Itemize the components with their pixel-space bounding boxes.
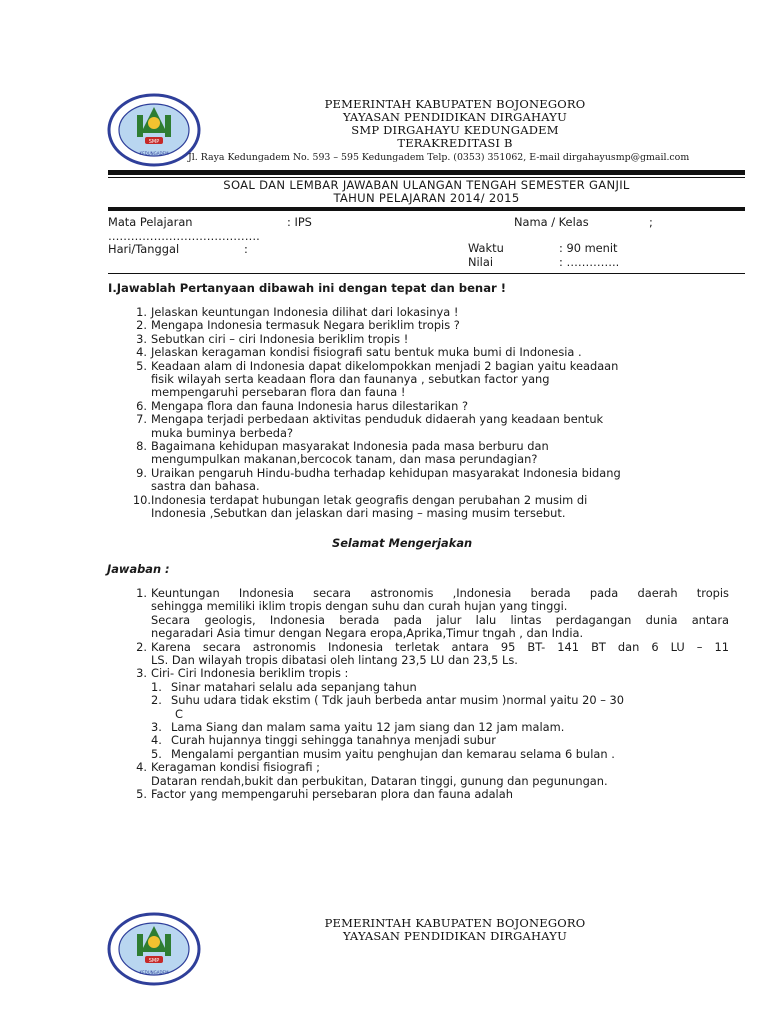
- document-title-line-2: TAHUN PELAJARAN 2014/ 2015: [333, 191, 520, 205]
- answer-list: [107, 587, 729, 802]
- time-value: : 90 menit: [559, 241, 618, 255]
- letterhead-2-line-1: PEMERINTAH KABUPATEN BOJONEGORO: [324, 916, 586, 930]
- answers-heading: Jawaban :: [107, 562, 170, 576]
- letterhead-line-4: TERAKREDITASI B: [397, 136, 513, 150]
- instruction-heading: I.Jawablah Pertanyaan dibawah ini dengan tepat dan benar !: [108, 281, 507, 295]
- question-list: [107, 306, 727, 521]
- letterhead-2-line-2: YAYASAN PENDIDIKAN DIRGAHAYU: [343, 929, 567, 943]
- question-item: 5. Keadaan alam di Indonesia dapat dikelompokkan menjadi 2 bagian yaitu keadaan fisik wilayah serta keadaan flora dan faunanya , sebutkan factor yang mempengaruhi persebaran flora dan fauna !: [136, 358, 619, 400]
- answer-item: 4. Keragaman kondisi fisiografi ; Dataran rendah,bukit dan perbukitan, Dataran tinggi, gunung dan pegunungan.: [136, 760, 608, 788]
- question-item: 10. Indonesia terdapat hubungan letak geografis dengan perubahan 2 musim di Indonesia ,Sebutkan dan jelaskan dari masing – masing musim tersebut.: [132, 492, 588, 521]
- answer-sub-item: 2. Suhu udara tidak ekstim ( Tdk jauh berbeda antar musim )normal yaitu 20 – 30 C: [151, 693, 625, 721]
- question-item: 9. Uraikan pengaruh Hindu-budha terhadap kehidupan masyarakat Indonesia bidang sastra dan bahasa.: [136, 465, 621, 494]
- name-class-colon: ;: [649, 215, 653, 229]
- answer-sub-item: 1. Sinar matahari selalu ada sepanjang tahun: [151, 679, 417, 694]
- logo-badge-text: SMP: [148, 139, 160, 145]
- divider-thick: [108, 170, 745, 175]
- question-item: 8. Bagaimana kehidupan masyarakat Indonesia pada masa berburu dan mengumpulkan makanan,bercocok tanam, dan masa perundagian?: [136, 439, 549, 467]
- time-label: Waktu: [468, 241, 504, 255]
- name-class-dots: ………………………………….: [108, 229, 260, 243]
- question-item: 7. Mengapa terjadi perbedaan aktivitas penduduk didaerah yang keadaan bentuk muka buminya berbeda?: [136, 412, 604, 440]
- question-item: 2. Mengapa Indonesia termasuk Negara beriklim tropis ?: [136, 318, 460, 333]
- school-logo: [107, 93, 201, 167]
- document-title-line-1: SOAL DAN LEMBAR JAWABAN ULANGAN TENGAH SEMESTER GANJIL: [223, 178, 630, 192]
- logo-bottom-text: KEDUNGADEM: [139, 151, 169, 156]
- day-date-label: Hari/Tanggal: [108, 242, 180, 256]
- letterhead: [205, 98, 705, 150]
- day-date-colon: :: [244, 242, 248, 256]
- question-item: 6. Mengapa flora dan fauna Indonesia harus dilestarikan ?: [136, 398, 469, 413]
- school-address: Jl. Raya Kedungadem No. 593 – 595 Kedungadem Telp. (0353) 351062, E-mail dirgahayusmp@gmail.com: [188, 152, 690, 163]
- question-item: 4. Jelaskan keragaman kondisi fisiografi satu bentuk muka bumi di Indonesia .: [136, 345, 582, 360]
- score-value: : …………..: [559, 255, 620, 269]
- answer-item: 2. Karena secara astronomis Indonesia terletak antara 95 BT- 141 BT dan 6 LU – 11 LS. Dan wilayah tropis dibatasi oleh lintang 23,5 LU dan 23,5 Ls.: [136, 639, 729, 668]
- letterhead-line-2: YAYASAN PENDIDIKAN DIRGAHAYU: [343, 110, 567, 124]
- subject-label: Mata Pelajaran: [108, 215, 193, 229]
- answer-item: 3. Ciri- Ciri Indonesia beriklim tropis : 1. Sinar matahari selalu ada sepanjang tahun 2. Suhu udara tidak ekstim ( Tdk jauh berbeda antar musim )normal yaitu 20 – 30 C 3. Lama Siang dan malam sama yaitu 12 jam siang dan 12 jam malam. 4. Curah hujannya tinggi sehingga tanahnya menjadi subur 5. Mengalami pergantian musim yaitu penghujan dan kemarau selama 6 bulan .: [107, 667, 729, 761]
- subject-value: : IPS: [287, 215, 312, 229]
- letterhead-line-1: PEMERINTAH KABUPATEN BOJONEGORO: [324, 97, 586, 111]
- divider-info: [108, 273, 745, 274]
- letterhead-2: [205, 917, 705, 943]
- answer-item: 1. Keuntungan Indonesia secara astronomis ,Indonesia berada pada daerah tropis sehingga memiliki iklim tropis dengan suhu dan curah hujan yang tinggi. Secara geologis, Indonesia berada pada jalur lalu lintas perdagangan dunia antara negaradari Asia timur dengan Negara eropa,Aprika,Timur tngah , dan India.: [136, 586, 729, 641]
- score-label: Nilai: [468, 255, 493, 269]
- answer-item: 5. Factor yang mempengaruhi persebaran plora dan fauna adalah: [136, 787, 513, 802]
- letterhead-line-3: SMP DIRGAHAYU KEDUNGADEM: [351, 123, 559, 137]
- divider-title: [108, 207, 745, 211]
- school-logo-2: [107, 912, 201, 986]
- name-class-label: Nama / Kelas: [514, 215, 589, 229]
- question-item: 3. Sebutkan ciri – ciri Indonesia beriklim tropis !: [136, 331, 409, 346]
- answer-sub-item: 3. Lama Siang dan malam sama yaitu 12 jam siang dan 12 jam malam.: [151, 720, 565, 735]
- logo-bottom-text-2: KEDUNGADEM: [139, 970, 169, 975]
- question-item: 1. Jelaskan keuntungan Indonesia dilihat dari lokasinya !: [136, 305, 459, 319]
- answer-sub-item: 4. Curah hujannya tinggi sehingga tanahnya menjadi subur: [151, 733, 496, 748]
- logo-badge-text-2: SMP: [148, 958, 160, 964]
- answer-sub-item: 5. Mengalami pergantian musim yaitu penghujan dan kemarau selama 6 bulan .: [151, 746, 615, 761]
- closing-text: Selamat Mengerjakan: [332, 536, 473, 550]
